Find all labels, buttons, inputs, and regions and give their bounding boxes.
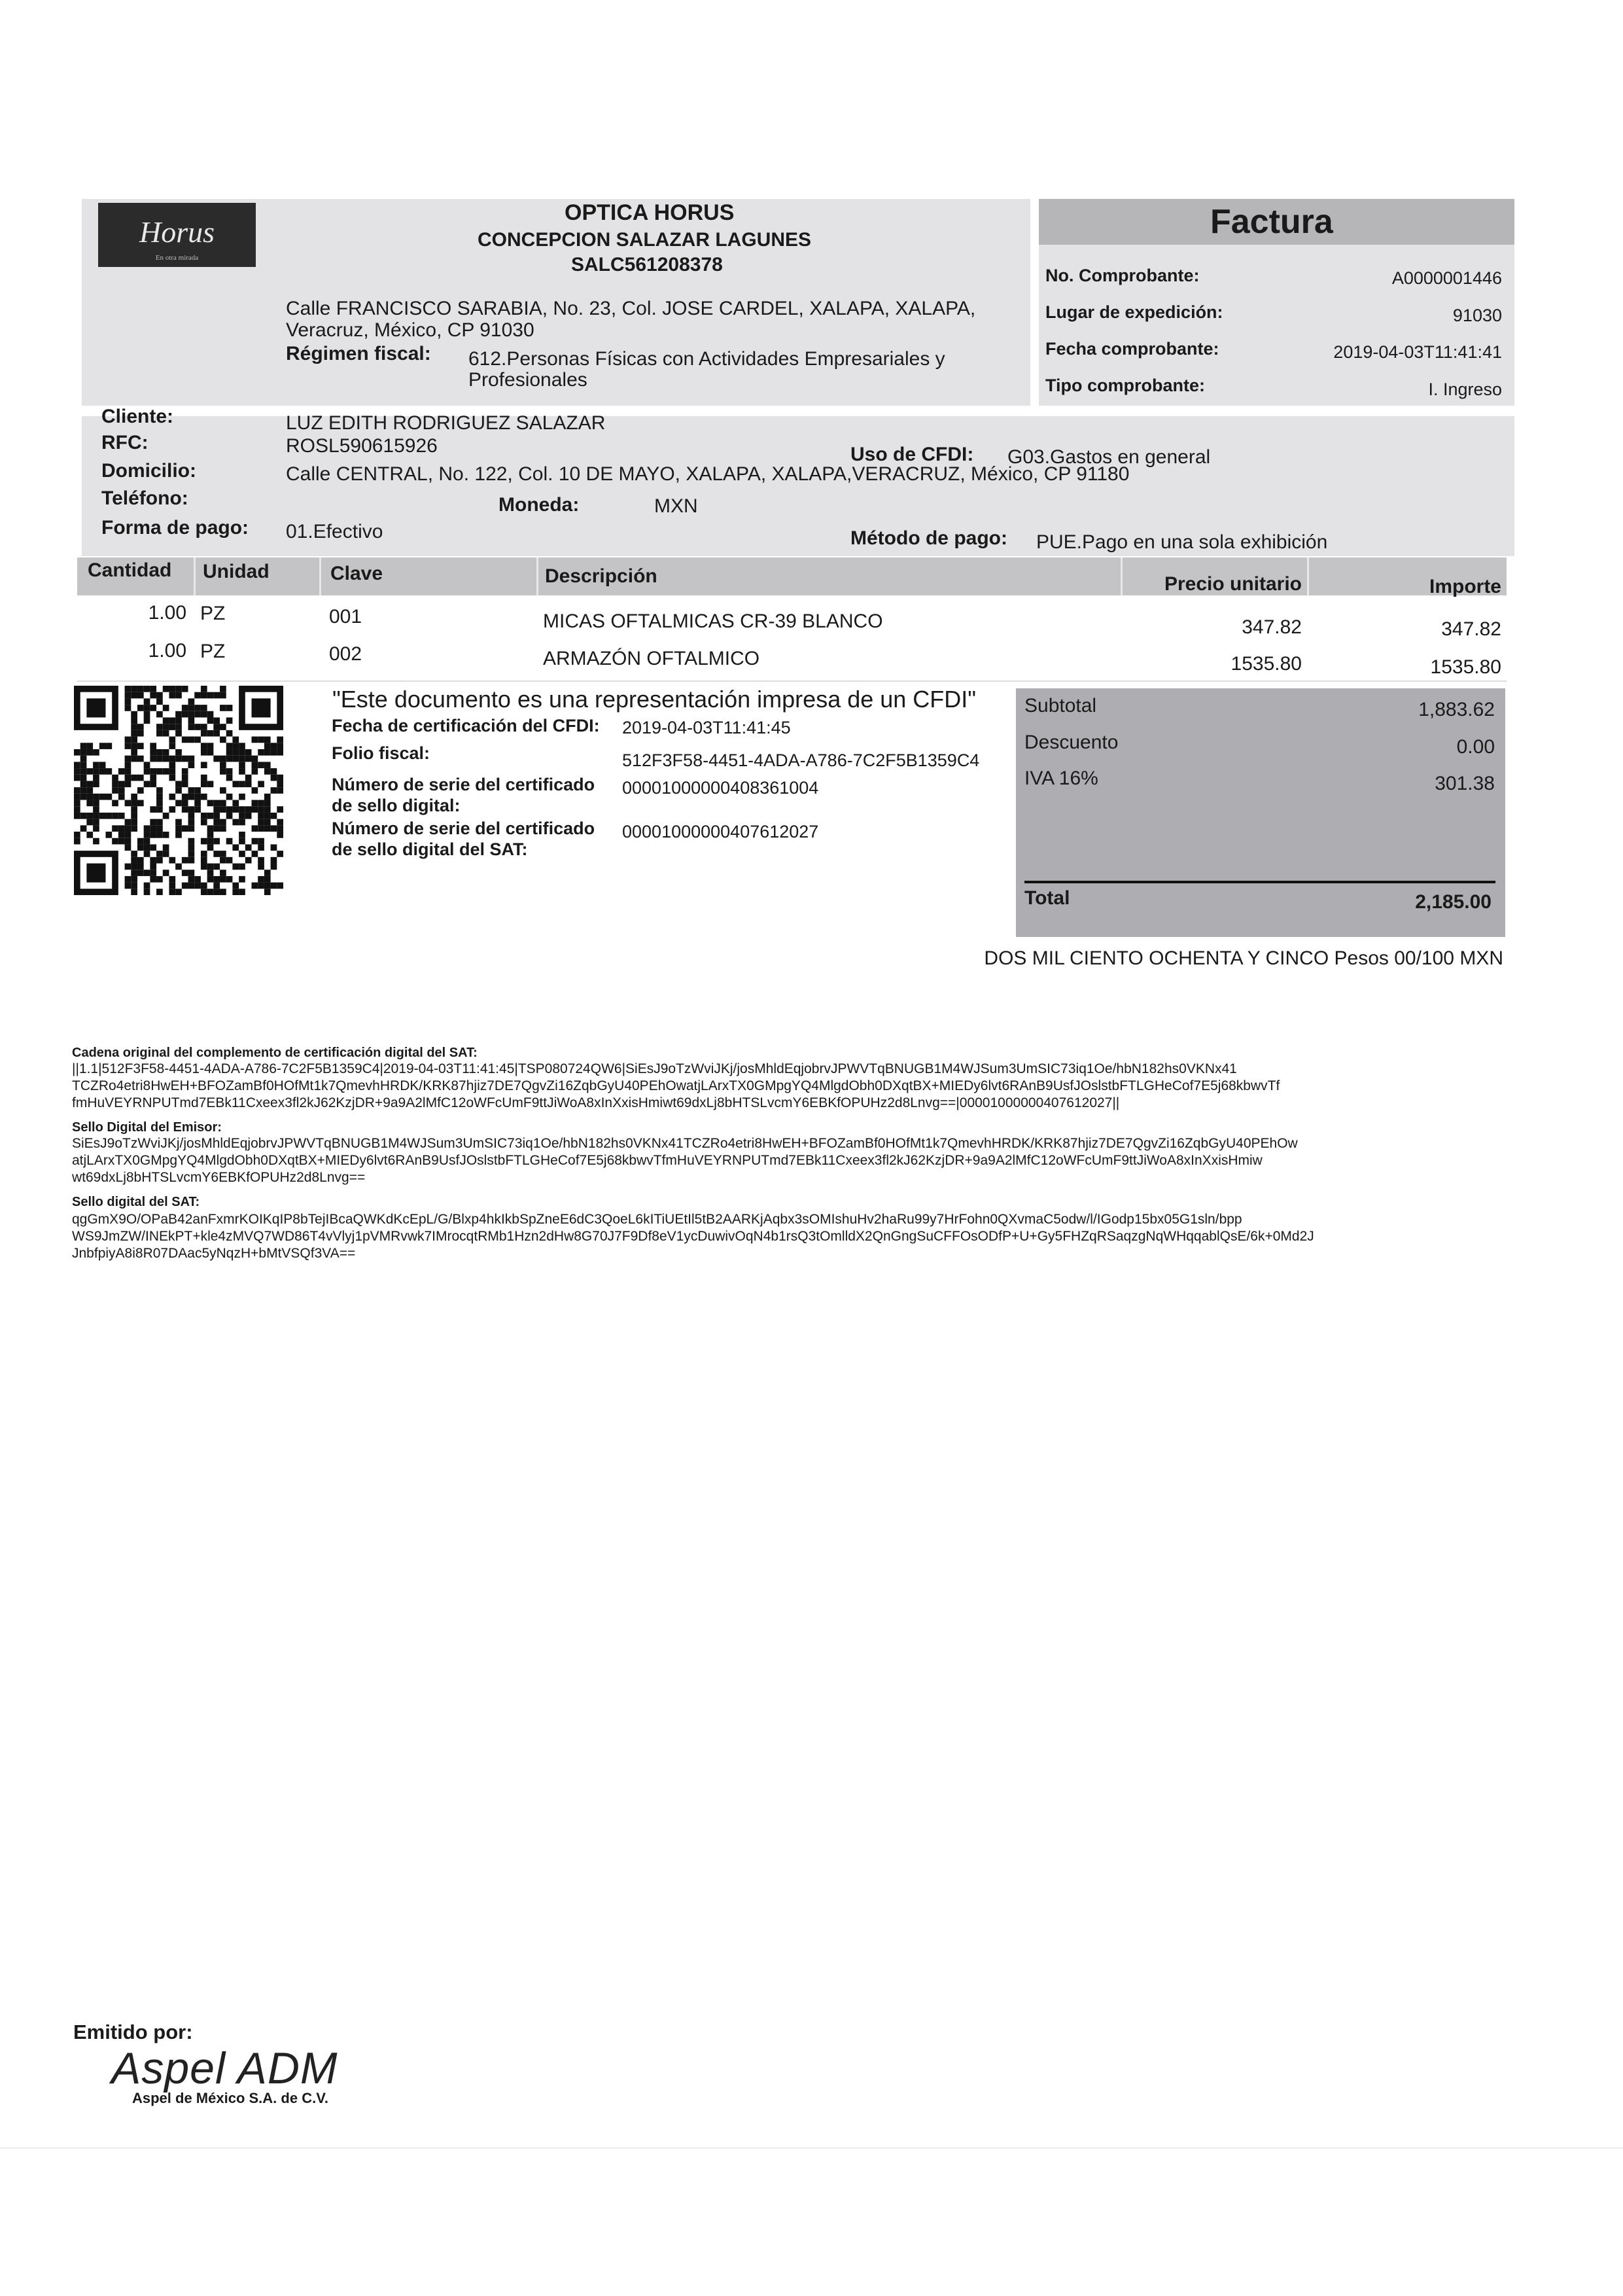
domicilio-label: Domicilio: — [101, 460, 197, 482]
place-label: Lugar de expedición: — [1045, 302, 1223, 322]
row2-precio: 1535.80 — [1230, 653, 1302, 675]
forma-pago-value: 01.Efectivo — [286, 521, 383, 542]
cadena-line: ||1.1|512F3F58-4451-4ADA-A786-7C2F5B1359C4|2019-04-03T11:41:45|TSP080724QW6|SiEsJ9oTzWviJKj/josMhldEqjobrvJPWVTqBNUGB1M4WJSum3UmSIC73iq1Oe/hbN182hs0VKNx41 — [72, 1061, 1237, 1076]
row1-unidad: PZ — [200, 603, 226, 624]
moneda-value: MXN — [654, 495, 698, 517]
subtotal-value: 1,883.62 — [1418, 699, 1495, 720]
iva-value: 301.38 — [1435, 773, 1495, 794]
row2-clave: 002 — [329, 643, 362, 665]
row1-clave: 001 — [329, 606, 362, 627]
sello-sat-line: JnbfpiyA8i8R07DAac5yNqzH+bMtVSQf3VA== — [72, 1246, 356, 1261]
company-address-line2: Veracruz, México, CP 91030 — [286, 319, 534, 341]
domicilio-value: Calle CENTRAL, No. 122, Col. 10 DE MAYO, XALAPA, XALAPA,VERACRUZ, México, CP 91180 — [286, 463, 1130, 485]
invoice-title: Factura — [1210, 203, 1333, 241]
invoice-type-label: Tipo comprobante: — [1045, 376, 1206, 395]
th-cantidad: Cantidad — [88, 559, 172, 581]
descuento-value: 0.00 — [1456, 736, 1495, 758]
th-clave: Clave — [330, 563, 383, 584]
aspel-company-name: Aspel de México S.A. de C.V. — [132, 2090, 328, 2106]
optica-horus-logo — [98, 203, 256, 267]
serie-emisor-label-2: de sello digital: — [332, 796, 461, 815]
th-importe: Importe — [1429, 576, 1501, 597]
metodo-pago-label: Método de pago: — [850, 527, 1007, 549]
cliente-value: LUZ EDITH RODRIGUEZ SALAZAR — [286, 412, 606, 434]
row2-descripcion: ARMAZÓN OFTALMICO — [543, 648, 760, 669]
th-divider — [536, 557, 538, 595]
fecha-cert-label: Fecha de certificación del CFDI: — [332, 716, 600, 735]
emitido-por-label: Emitido por: — [73, 2021, 193, 2043]
place-value: 91030 — [1452, 306, 1502, 325]
forma-pago-label: Forma de pago: — [101, 517, 249, 539]
descuento-label: Descuento — [1024, 732, 1119, 753]
scan-edge — [0, 2147, 1623, 2149]
cfdi-statement: "Este documento es una representación impresa de un CFDI" — [332, 686, 977, 713]
uso-cfdi-label: Uso de CFDI: — [850, 444, 974, 465]
logo-tagline: En otra mirada — [155, 254, 199, 262]
serie-sat-label-1: Número de serie del certificado — [332, 819, 595, 838]
th-divider — [319, 557, 321, 595]
th-divider — [1121, 557, 1123, 595]
invoice-date-label: Fecha comprobante: — [1045, 339, 1219, 359]
total-value: 2,185.00 — [1415, 891, 1492, 913]
th-divider — [194, 557, 196, 595]
folio-fiscal-label: Folio fiscal: — [332, 743, 430, 763]
sello-emisor-line: atjLArxTX0GMpgYQ4MlgdObh0DXqtBX+MIEDy6lvt6RAnB9UsfJOslstbFTLGHeCof7E5j68kbwvTfmHuVEYRNPUTmd7EBk11Cxeex3fl2kJ62KzjDR+9a9A2lMfC12oWFcUmF9ttJiWoA8xInXxisHmiw — [72, 1153, 1263, 1168]
sello-sat-line: qgGmX9O/OPaB42anFxmrKOIKqIP8bTejIBcaQWKdKcEpL/G/Blxp4hkIkbSpZneE6dC3QoeL6kITiUEtIl5tB2AARKjAqbx3sOMIshuHv2haRu99y7HrFohn0QXvmaC5odw/l/IGodp15bx05G1sln/bpp — [72, 1212, 1242, 1227]
th-descripcion: Descripción — [545, 565, 657, 587]
cfdi-qr-code — [74, 686, 283, 895]
invoice-type-value: I. Ingreso — [1428, 380, 1502, 399]
iva-label: IVA 16% — [1024, 768, 1098, 789]
th-unidad: Unidad — [203, 561, 270, 582]
metodo-pago-value: PUE.Pago en una sola exhibición — [1036, 531, 1328, 553]
th-precio: Precio unitario — [1164, 573, 1302, 595]
client-rfc-label: RFC: — [101, 432, 148, 453]
serie-emisor-value: 00001000000408361004 — [622, 778, 819, 798]
regimen-label: Régimen fiscal: — [286, 343, 431, 364]
company-legal-name: CONCEPCION SALAZAR LAGUNES — [478, 229, 812, 251]
regimen-value-line1: 612.Personas Físicas con Actividades Empresariales y — [468, 348, 945, 370]
row1-precio: 347.82 — [1242, 616, 1302, 638]
uso-cfdi-value: G03.Gastos en general — [1007, 446, 1211, 468]
sello-emisor-line: wt69dxLj8bHTSLvcmY6EBKfOPUHz2d8Lnvg== — [72, 1170, 366, 1185]
amount-in-words: DOS MIL CIENTO OCHENTA Y CINCO Pesos 00/100 MXN — [984, 947, 1503, 969]
company-name: OPTICA HORUS — [565, 200, 735, 225]
serie-sat-value: 00001000000407612027 — [622, 822, 819, 841]
total-separator — [1024, 881, 1495, 883]
folio-fiscal-value: 512F3F58-4451-4ADA-A786-7C2F5B1359C4 — [622, 751, 980, 770]
subtotal-label: Subtotal — [1024, 695, 1097, 716]
invoice-date-value: 2019-04-03T11:41:41 — [1333, 342, 1502, 362]
invoice-number-value: A0000001446 — [1391, 268, 1502, 288]
row2-unidad: PZ — [200, 641, 226, 662]
sello-sat-line: WS9JmZW/INEkPT+kle4zMVQ7WD86T4vVlyj1pVMRvwk7IMrocqtRMb1Hzn2dHw8G70J7F9Df8eV1ycDuwivOqN4b1rsQ3tOmlldX2QnGngSuCFFOsODfP+U+Gy5FHZqRSaqzgNqWHqqablQsE/6k+0Md2J — [72, 1229, 1314, 1244]
company-address-line1: Calle FRANCISCO SARABIA, No. 23, Col. JOSE CARDEL, XALAPA, XALAPA, — [286, 298, 976, 319]
client-rfc-value: ROSL590615926 — [286, 435, 438, 457]
logo-text: Horus — [139, 215, 215, 249]
row1-descripcion: MICAS OFTALMICAS CR-39 BLANCO — [543, 610, 883, 632]
total-label: Total — [1024, 887, 1070, 909]
serie-sat-label-2: de sello digital del SAT: — [332, 839, 528, 859]
sello-sat-title: Sello digital del SAT: — [72, 1195, 200, 1209]
regimen-value-line2: Profesionales — [468, 369, 587, 391]
cadena-line: TCZRo4etri8HwEH+BFOZamBf0HOfMt1k7QmevhHRDK/KRK87hjiz7DE7QgvZi16ZqbGyU40PEhOwatjLArxTX0GMpgYQ4MlgdObh0DXqtBX+MIEDy6lvt6RAnB9UsfJOslstbFTLGHeCof7E5j68kbwvTf — [72, 1078, 1280, 1093]
telefono-label: Teléfono: — [101, 487, 188, 509]
th-divider — [1307, 557, 1309, 595]
aspel-adm-logo: Aspel ADM — [111, 2043, 338, 2093]
serie-emisor-label-1: Número de serie del certificado — [332, 775, 595, 794]
sello-emisor-line: SiEsJ9oTzWviJKj/josMhldEqjobrvJPWVTqBNUGB1M4WJSum3UmSIC73iq1Oe/hbN182hs0VKNx41TCZRo4etri8HwEH+BFOZamBf0HOfMt1k7QmevhHRDK/KRK87hjiz7DE7QgvZi16ZqbGyU40PEhOw — [72, 1136, 1298, 1151]
table-bottom-rule — [77, 680, 1507, 682]
row2-importe: 1535.80 — [1430, 656, 1501, 678]
row1-importe: 347.82 — [1441, 618, 1501, 640]
cadena-line: fmHuVEYRNPUTmd7EBk11Cxeex3fl2kJ62KzjDR+9a9A2lMfC12oWFcUmF9ttJiWoA8xInXxisHmiwt69dxLj8bHTSLvcmY6EBKfOPUHz2d8Lnvg==|00001000000407612027|| — [72, 1095, 1120, 1110]
row1-cantidad: 1.00 — [148, 602, 186, 624]
fecha-cert-value: 2019-04-03T11:41:45 — [622, 718, 791, 737]
cliente-label: Cliente: — [101, 406, 174, 427]
invoice-number-label: No. Comprobante: — [1045, 266, 1200, 285]
company-rfc: SALC561208378 — [571, 254, 723, 275]
row2-cantidad: 1.00 — [148, 640, 186, 662]
sello-emisor-title: Sello Digital del Emisor: — [72, 1120, 222, 1135]
moneda-label: Moneda: — [498, 494, 580, 516]
cadena-original-title: Cadena original del complemento de certificación digital del SAT: — [72, 1046, 478, 1060]
